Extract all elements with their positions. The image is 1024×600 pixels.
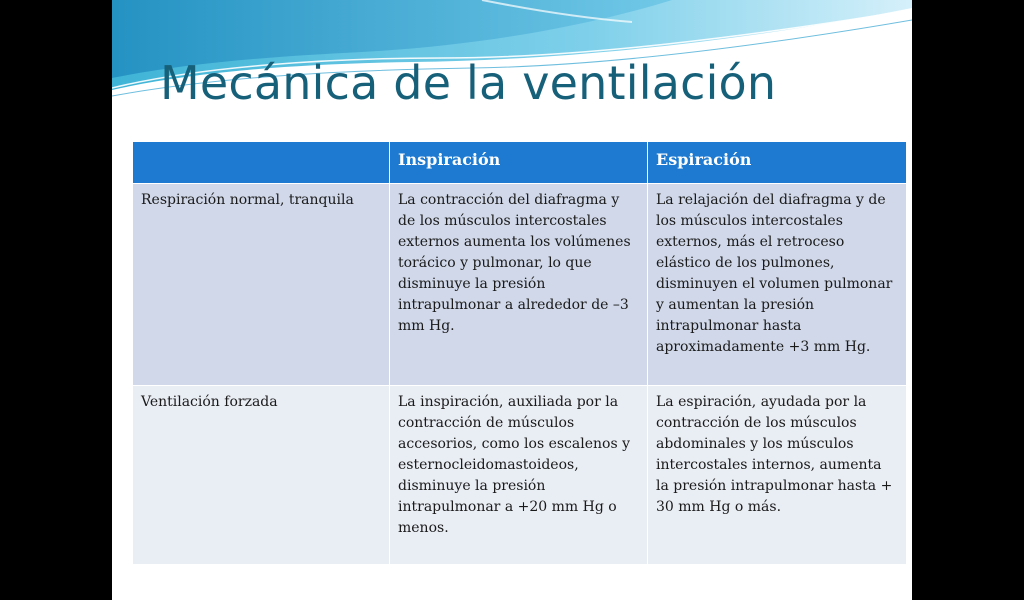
cell-espiracion: La espiración, ayudada por la contracción de los músculos abdominales y los músculos intercostales internos, aumenta la presión intrapulmonar hasta + 30 mm Hg o más. — [648, 386, 906, 564]
header-inspiracion: Inspiración — [390, 142, 647, 183]
cell-inspiracion: La contracción del diafragma y de los músculos intercostales externos aumenta los volúmenes torácico y pulmonar, lo que disminuye la presión intrapulmonar a alrededor de –3 mm Hg. — [390, 184, 647, 385]
row-label: Respiración normal, tranquila — [133, 184, 389, 385]
cell-inspiracion: La inspiración, auxiliada por la contracción de músculos accesorios, como los escalenos y esternocleidomastoideos, disminuye la presión intrapulmonar a +20 mm Hg o menos. — [390, 386, 647, 564]
header-empty — [133, 142, 389, 183]
ventilation-table — [132, 141, 907, 565]
cell-espiracion: La relajación del diafragma y de los músculos intercostales externos, más el retroceso elástico de los pulmones, disminuyen el volumen pulmonar y aumentan la presión intrapulmonar hasta aproximadamente +3 mm Hg. — [648, 184, 906, 385]
slide — [112, 0, 912, 600]
table-row — [133, 386, 906, 564]
header-espiracion: Espiración — [648, 142, 906, 183]
table-header-row — [133, 142, 906, 183]
row-label: Ventilación forzada — [133, 386, 389, 564]
table-row — [133, 184, 906, 385]
slide-title: Mecánica de la ventilación — [160, 56, 777, 110]
